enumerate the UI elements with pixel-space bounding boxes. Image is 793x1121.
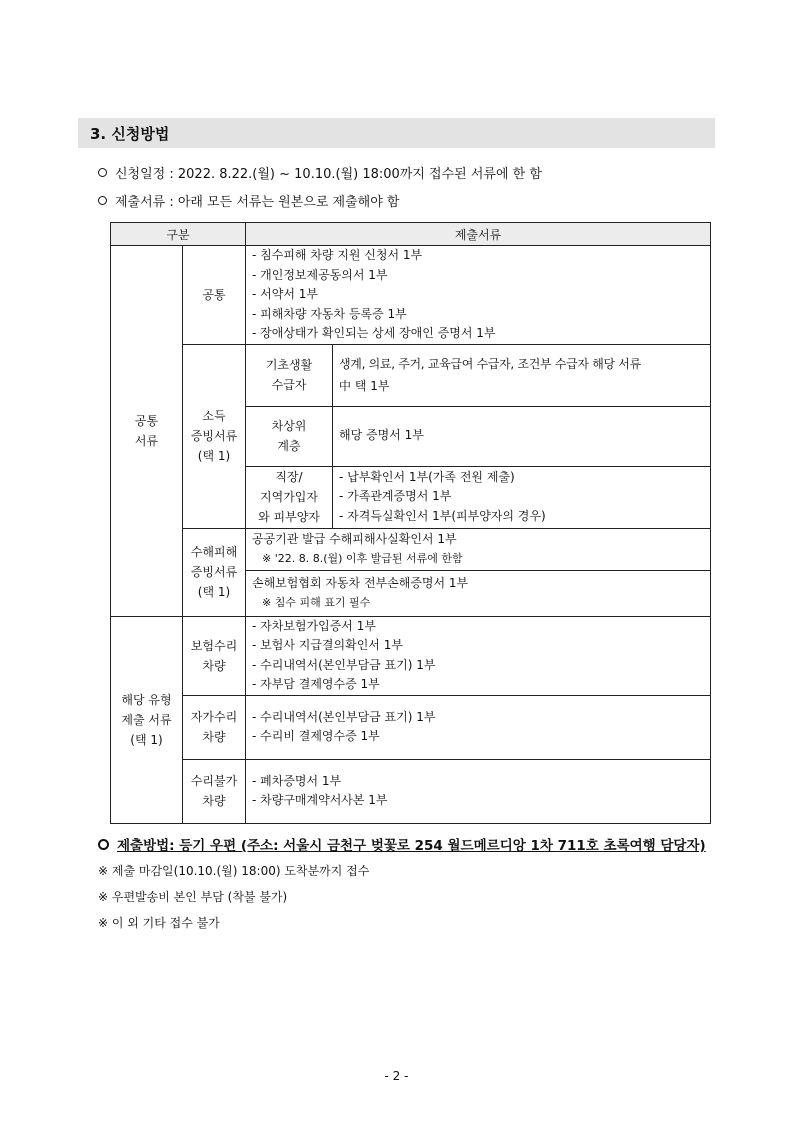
table-row bbox=[111, 344, 711, 406]
table-row bbox=[111, 616, 711, 695]
insured-label: 직장/ 지역가입자 와 피부양자 bbox=[246, 466, 333, 528]
basic-livelihood-items: 생계, 의료, 주거, 교육급여 수급자, 조건부 수급자 해당 서류 中 택 1부 bbox=[333, 344, 711, 406]
flood-label: 수해피해 증빙서류 (택 1) bbox=[183, 528, 246, 616]
income-label: 소득 증빙서류 (택 1) bbox=[183, 344, 246, 528]
page-number: - 2 - bbox=[384, 1069, 409, 1083]
section-header bbox=[78, 118, 715, 148]
note-other: ※ 이 외 기타 접수 불가 bbox=[98, 916, 220, 930]
bold-circle-bullet-icon bbox=[98, 839, 109, 850]
general-items: - 침수피해 차량 지원 신청서 1부 - 개인정보제공동의서 1부 - 서약서 1부 - 피해차량 자동차 등록증 1부 - 장애상태가 확인되는 상세 장애인 증명서 1부 bbox=[246, 246, 711, 345]
table-header-row bbox=[111, 223, 711, 246]
header-documents: 제출서류 bbox=[246, 223, 711, 246]
type-docs-label: 해당 유형 제출 서류 (택 1) bbox=[111, 616, 183, 823]
common-docs-label: 공통 서류 bbox=[111, 246, 183, 617]
self-repair-items: - 수리내역서(본인부담금 표기) 1부 - 수리비 결제영수증 1부 bbox=[246, 695, 711, 759]
submission-method: 제출방법: 등기 우편 (주소: 서울시 금천구 벚꽃로 254 월드메르디앙 1차 711호 초록여행 담당자) bbox=[98, 834, 706, 854]
unrepairable-label: 수리불가 차량 bbox=[183, 759, 246, 823]
note-deadline: ※ 제출 마감일(10.10.(월) 18:00) 도착분까지 접수 bbox=[98, 864, 370, 878]
general-label: 공통 bbox=[183, 246, 246, 345]
unrepairable-items: - 폐차증명서 1부 - 차량구매계약서사본 1부 bbox=[246, 759, 711, 823]
circle-bullet-icon bbox=[98, 196, 107, 205]
section-title: 3. 신청방법 bbox=[90, 125, 170, 143]
table-row bbox=[111, 759, 711, 823]
table-row bbox=[111, 246, 711, 345]
flood-option-1: 공공기관 발급 수해피해사실확인서 1부 ※ '22. 8. 8.(월) 이후 발급된 서류에 한함 bbox=[246, 528, 711, 570]
circle-bullet-icon bbox=[98, 168, 107, 177]
insurance-repair-label: 보험수리 차량 bbox=[183, 616, 246, 695]
documents-table bbox=[110, 222, 711, 824]
insurance-repair-items: - 자차보험가입증서 1부 - 보험사 지급결의확인서 1부 - 수리내역서(본인부담금 표기) 1부 - 자부담 결제영수증 1부 bbox=[246, 616, 711, 695]
table-row bbox=[111, 695, 711, 759]
self-repair-label: 자가수리 차량 bbox=[183, 695, 246, 759]
documents-bullet: 제출서류 : 아래 모든 서류는 원본으로 제출해야 함 bbox=[98, 191, 399, 210]
note-postage: ※ 우편발송비 본인 부담 (착불 불가) bbox=[98, 890, 288, 904]
near-poverty-items: 해당 증명서 1부 bbox=[333, 406, 711, 466]
header-category: 구분 bbox=[111, 223, 246, 246]
flood-option-2: 손해보험협회 자동차 전부손해증명서 1부 ※ 침수 피해 표기 필수 bbox=[246, 570, 711, 616]
basic-livelihood-label: 기초생활 수급자 bbox=[246, 344, 333, 406]
insured-items: - 납부확인서 1부(가족 전원 제출) - 가족관계증명서 1부 - 자격득실확인서 1부(피부양자의 경우) bbox=[333, 466, 711, 528]
schedule-bullet: 신청일정 : 2022. 8.22.(월) ~ 10.10.(월) 18:00까지 접수된 서류에 한 함 bbox=[98, 163, 542, 182]
near-poverty-label: 차상위 계층 bbox=[246, 406, 333, 466]
table-row bbox=[111, 528, 711, 570]
